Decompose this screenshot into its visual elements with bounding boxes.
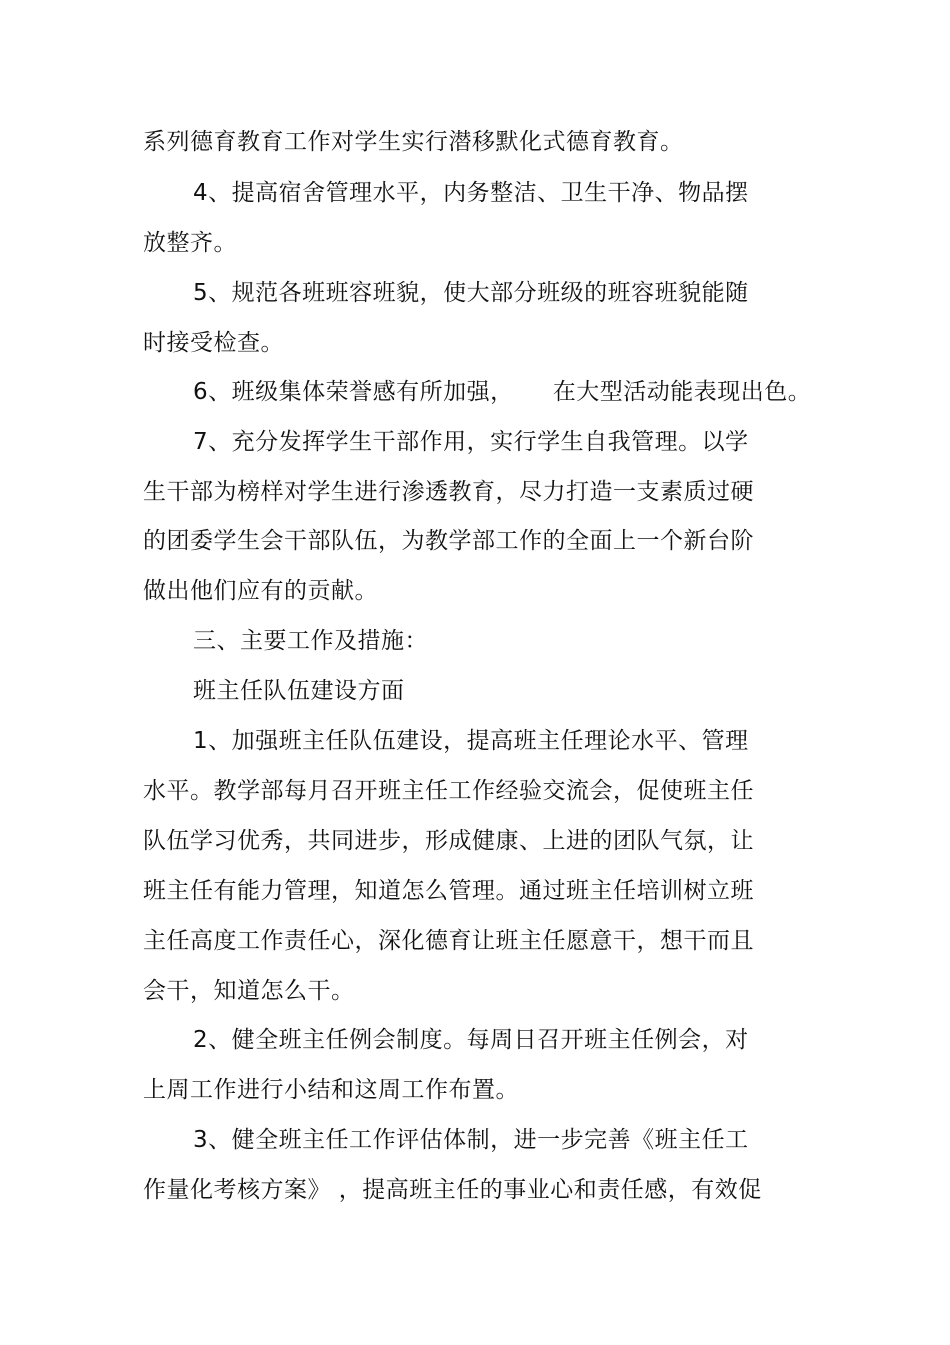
text-line: 时接受检查。: [143, 330, 284, 356]
text-line: 会干，知道怎么干。: [143, 978, 355, 1004]
text-line: 主任高度工作责任心，深化德育让班主任愿意干，想干而且: [143, 928, 754, 954]
text-line: 1、加强班主任队伍建设，提高班主任理论水平、管理: [193, 728, 749, 754]
text-line: 6、班级集体荣誉感有所加强， 在大型活动能表现出色。: [193, 379, 812, 405]
text-line: 4、提高宿舍管理水平，内务整洁、卫生干净、物品摆: [193, 180, 749, 206]
section-heading: 三、主要工作及措施：: [193, 628, 428, 654]
text-line: 生干部为榜样对学生进行渗透教育，尽力打造一支素质过硬: [143, 479, 754, 505]
text-line: 5、规范各班班容班貌，使大部分班级的班容班貌能随: [193, 280, 749, 306]
text-line: 上周工作进行小结和这周工作布置。: [143, 1077, 519, 1103]
text-line: 做出他们应有的贡献。: [143, 578, 378, 604]
text-line: 作量化考核方案》 ，提高班主任的事业心和责任感，有效促: [143, 1177, 762, 1203]
text-line: 放整齐。: [143, 230, 237, 256]
text-line: 系列德育教育工作对学生实行潜移默化式德育教育。: [143, 129, 684, 155]
text-line: 2、健全班主任例会制度。每周日召开班主任例会，对: [193, 1027, 749, 1053]
text-line: 7、充分发挥学生干部作用，实行学生自我管理。以学: [193, 429, 749, 455]
subsection-heading: 班主任队伍建设方面: [193, 678, 405, 704]
text-line: 班主任有能力管理，知道怎么管理。通过班主任培训树立班: [143, 878, 754, 904]
text-line: 的团委学生会干部队伍，为教学部工作的全面上一个新台阶: [143, 528, 754, 554]
text-line: 3、健全班主任工作评估体制，进一步完善《班主任工: [193, 1127, 749, 1153]
text-line: 水平。教学部每月召开班主任工作经验交流会，促使班主任: [143, 778, 754, 804]
text-line: 队伍学习优秀，共同进步，形成健康、上进的团队气氛，让: [143, 828, 754, 854]
